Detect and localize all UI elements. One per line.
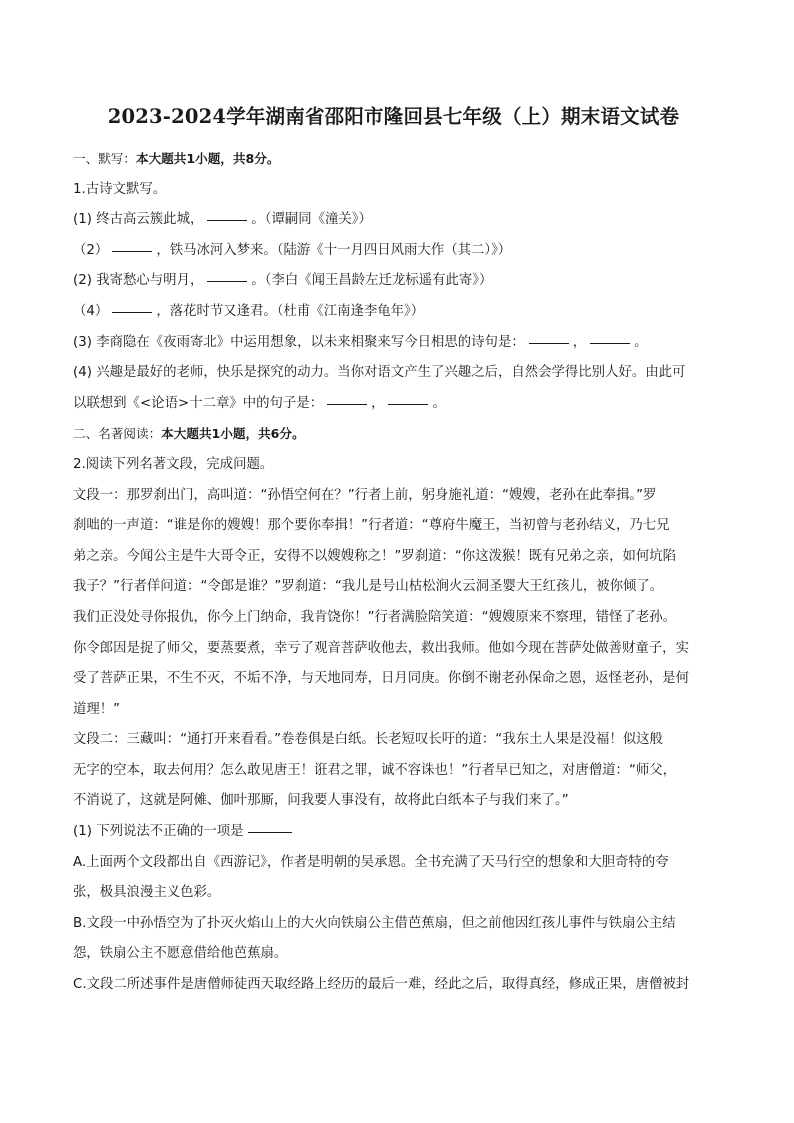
section-2-label: 二、名著阅读： [73, 426, 162, 442]
question-1-stem: 1.古诗文默写。 [73, 181, 167, 197]
q1-item-3 [73, 266, 714, 297]
question-2-stem: 2.阅读下列名著文段，完成问题。 [73, 456, 274, 472]
exam-title: 2023-2024学年湖南省邵阳市隆回县七年级（上）期末语文试卷 [107, 105, 680, 128]
q1-item-1 [73, 205, 714, 236]
option-b[interactable] [73, 909, 714, 970]
answer-blank[interactable] [112, 311, 152, 313]
passage-line: 我子？”行者佯问道：“令郎是谁？”罗刹道：“我儿是号山枯松涧火云洞圣婴大王红孩儿，被你倾了。 [73, 579, 664, 595]
option-line: A.上面两个文段都出自《西游记》，作者是明朝的吴承恩。全书充满了天马行空的想象和大胆奇特的夸 [73, 854, 669, 870]
section-1-heading [73, 144, 714, 175]
passage-1 [73, 481, 714, 726]
section-1-label: 一、默写： [73, 151, 136, 166]
q1-item-5-sep: ， [572, 334, 587, 350]
q1-item-6-end: 。 [432, 395, 446, 411]
answer-blank[interactable] [207, 280, 247, 282]
q2-sub-1-text: (1) 下列说法不正确的一项是 [73, 824, 244, 840]
passage-line: 受了菩萨正果，不生不灭，不垢不净，与天地同寿，日月同庚。你倒不谢老孙保命之恩，返怪老孙，是何 [73, 671, 689, 687]
q1-item-6-line-2 [73, 389, 714, 420]
option-a[interactable] [73, 848, 714, 909]
passage-line: 文段二：三藏叫：“通打开来看看。”卷卷俱是白纸。长老短叹长吁的道：“我东土人果是没福！似这般 [73, 732, 663, 748]
q1-item-4 [73, 297, 714, 328]
answer-blank[interactable] [388, 403, 428, 405]
passage-line: 不消说了，这就是阿傩、伽叶那厮，问我要人事没有，故将此白纸本子与我们来了。” [73, 793, 569, 809]
passage-line: 刹咄的一声道：“谁是你的嫂嫂！那个要你奉揖！”行者道：“尊府牛魔王，当初曾与老孙结义，乃七兄 [73, 518, 670, 534]
section-1-info: 本大题共1小题，共8分。 [135, 151, 280, 166]
q1-item-1-post: 。（谭嗣同《潼关》） [251, 212, 372, 228]
section-2-info: 本大题共1小题，共6分。 [161, 426, 305, 442]
q1-item-2 [73, 236, 714, 267]
q2-sub-1-stem [73, 817, 714, 848]
answer-blank[interactable] [529, 342, 569, 344]
answer-blank[interactable] [590, 342, 630, 344]
q1-item-2-pre: （2） [73, 242, 109, 258]
option-line: 怨，铁扇公主不愿意借给他芭蕉扇。 [73, 946, 288, 962]
option-c[interactable] [73, 970, 714, 1001]
answer-blank[interactable] [248, 831, 292, 833]
answer-blank[interactable] [207, 219, 247, 221]
passage-line: 我们正没处寻你报仇，你今上门纳命，我肯饶你！”行者满脸陪笑道：“嫂嫂原来不察理，错怪了老孙。 [73, 609, 677, 625]
answer-blank[interactable] [112, 250, 152, 252]
q1-item-2-post: ，铁马冰河入梦来。（陆游《十一月四日风雨大作（其二）》） [156, 242, 512, 258]
passage-line: 你令郎因是捉了师父，要蒸要煮，幸亏了观音菩萨收他去，救出我师。他如今现在菩萨处做善财童子，实 [73, 640, 689, 656]
q1-item-5-pre: (3) 李商隐在《夜雨寄北》中运用想象，以未来相聚来写今日相思的诗句是： [73, 334, 525, 350]
passage-2 [73, 725, 714, 817]
q1-item-3-post: 。（李白《闻王昌龄左迁龙标遥有此寄》） [251, 273, 493, 289]
q1-item-3-pre: (2) 我寄愁心与明月， [73, 273, 204, 289]
q1-item-6-pre: 以联想到《<论语>十二章》中的句子是： [73, 395, 324, 411]
q1-item-4-post: ，落花时节又逢君。（杜甫《江南逢李龟年》） [156, 303, 425, 319]
passage-line: 无字的空本，取去何用？怎么敢见唐王！诳君之罪，诚不容诛也！”行者早已知之，对唐僧道：“师父， [73, 762, 677, 778]
q1-item-5-end: 。 [634, 334, 648, 350]
passage-line: 道理！” [73, 701, 121, 717]
passage-line: 弟之亲。今闻公主是牛大哥令正，安得不以嫂嫂称之！”罗刹道：“你这泼猴！既有兄弟之亲，如何坑陷 [73, 548, 677, 564]
answer-blank[interactable] [327, 403, 367, 405]
option-line: 张，极具浪漫主义色彩。 [73, 885, 221, 901]
q1-item-4-pre: （4） [73, 303, 109, 319]
q1-item-5 [73, 328, 714, 359]
option-line: B.文段一中孙悟空为了扑灭火焰山上的大火向铁扇公主借芭蕉扇，但之前他因红孩儿事件与铁扇公主结 [73, 915, 676, 931]
passage-line: 文段一：那罗刹出门，高叫道：“孙悟空何在？”行者上前，躬身施礼道：“嫂嫂，老孙在此奉揖。”罗 [73, 487, 657, 503]
section-2-heading [73, 419, 714, 450]
q1-item-6-sep: ， [371, 395, 385, 411]
q1-item-1-pre: (1) 终古高云簇此城， [73, 212, 204, 228]
q1-item-6-line-1: (4) 兴趣是最好的老师，快乐是探究的动力。当你对语文产生了兴趣之后，自然会学得比别人好。由此可 [73, 365, 686, 381]
option-line: C.文段二所述事件是唐僧师徒西天取经路上经历的最后一难，经此之后，取得真经，修成正果，唐僧被封 [73, 977, 690, 993]
